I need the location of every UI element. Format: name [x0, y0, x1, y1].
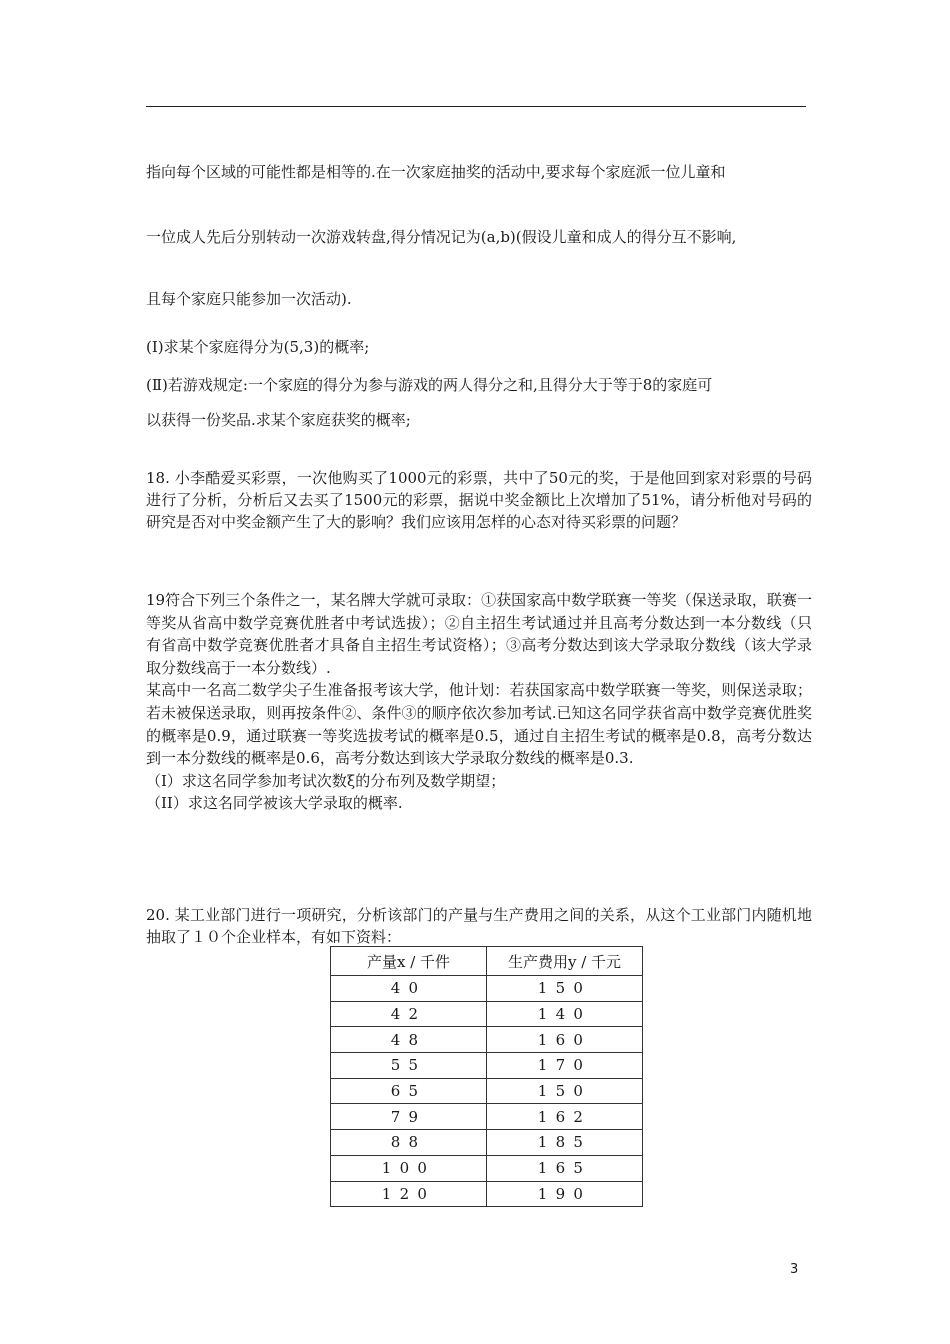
q19-part-1: （I）求这名同学参加考试次数ξ的分布列及数学期望； [146, 771, 506, 790]
table-row [331, 1053, 643, 1079]
page-number: 3 [790, 1262, 799, 1277]
table-row [331, 976, 643, 1002]
table-row [331, 1027, 643, 1053]
cell-cost: 162 [487, 1104, 643, 1130]
cell-output: 40 [331, 976, 487, 1002]
production-cost-table [330, 946, 643, 1207]
cell-output: 48 [331, 1027, 487, 1053]
q19-paragraph-1: 19符合下列三个条件之一，某名牌大学就可录取：①获国家高中数学联赛一等奖（保送录取，联赛一等奖从省高中数学竞赛优胜者中考试选拔）；②自主招生考试通过并且高考分数达到一本分数线（只有省高中数学竞赛优胜者才具备自主招生考试资格）；③高考分数达到该大学录取分数线（该大学录取分数线高于一本分数线）. [146, 591, 812, 677]
cell-output: 42 [331, 1001, 487, 1027]
q19-part-2: （II）求这名同学被该大学录取的概率. [146, 794, 403, 813]
table-row [331, 1130, 643, 1156]
q17-continuation-line-3: 且每个家庭只能参加一次活动). [146, 290, 352, 308]
cell-output: 79 [331, 1104, 487, 1130]
table-row [331, 1104, 643, 1130]
table-body [331, 976, 643, 1207]
table-row [331, 1001, 643, 1027]
header-cost: 生产费用y / 千元 [487, 947, 643, 976]
cell-cost: 160 [487, 1027, 643, 1053]
header-rule [146, 106, 806, 107]
cell-cost: 150 [487, 976, 643, 1002]
table-row [331, 1155, 643, 1181]
cell-output: 120 [331, 1181, 487, 1207]
cell-cost: 185 [487, 1130, 643, 1156]
question-20: 20. 某工业部门进行一项研究，分析该部门的产量与生产费用之间的关系，从这个工业部门内随机地抽取了１０个企业样本，有如下资料： [146, 906, 812, 946]
q19-paragraph-2: 某高中一名高二数学尖子生准备报考该大学，他计划：若获国家高中数学联赛一等奖，则保送录取；若未被保送录取，则再按条件②、条件③的顺序依次参加考试.已知这名同学获省高中数学竞赛优胜奖的概率是0.9，通过联赛一等奖选拔考试的概率是0.5，通过自主招生考试的概率是0.8，高考分数达到一本分数线的概率是0.6，高考分数达到该大学录取分数线的概率是0.3. [146, 681, 812, 768]
table-row [331, 1078, 643, 1104]
table-row [331, 1181, 643, 1207]
q17-part-1: (Ⅰ)求某个家庭得分为(5,3)的概率; [146, 338, 370, 356]
cell-cost: 170 [487, 1053, 643, 1079]
cell-output: 55 [331, 1053, 487, 1079]
q17-continuation-line-2: 一位成人先后分别转动一次游戏转盘,得分情况记为(a,b)(假设儿童和成人的得分互不影响, [146, 228, 737, 246]
q17-part-2-line-1: (Ⅱ)若游戏规定:一个家庭的得分为参与游戏的两人得分之和,且得分大于等于8的家庭可 [146, 376, 713, 394]
cell-cost: 190 [487, 1181, 643, 1207]
cell-output: 88 [331, 1130, 487, 1156]
question-19 [146, 589, 812, 815]
cell-output: 65 [331, 1078, 487, 1104]
cell-output: 100 [331, 1155, 487, 1181]
cell-cost: 165 [487, 1155, 643, 1181]
table-header-row [331, 947, 643, 976]
cell-cost: 150 [487, 1078, 643, 1104]
q17-continuation-line-1: 指向每个区域的可能性都是相等的.在一次家庭抽奖的活动中,要求每个家庭派一位儿童和 [146, 163, 726, 181]
q17-part-2-line-2: 以获得一份奖品.求某个家庭获奖的概率; [146, 411, 411, 429]
header-output: 产量x / 千件 [331, 947, 487, 976]
cell-cost: 140 [487, 1001, 643, 1027]
question-18: 18. 小李酷爱买彩票，一次他购买了1000元的彩票，共中了50元的奖，于是他回到家对彩票的号码进行了分析，分析后又去买了1500元的彩票，据说中奖金额比上次增加了51%，请分析他对号码的研究是否对中奖金额产生了大的影响？我们应该用怎样的心态对待买彩票的问题？ [146, 469, 812, 531]
